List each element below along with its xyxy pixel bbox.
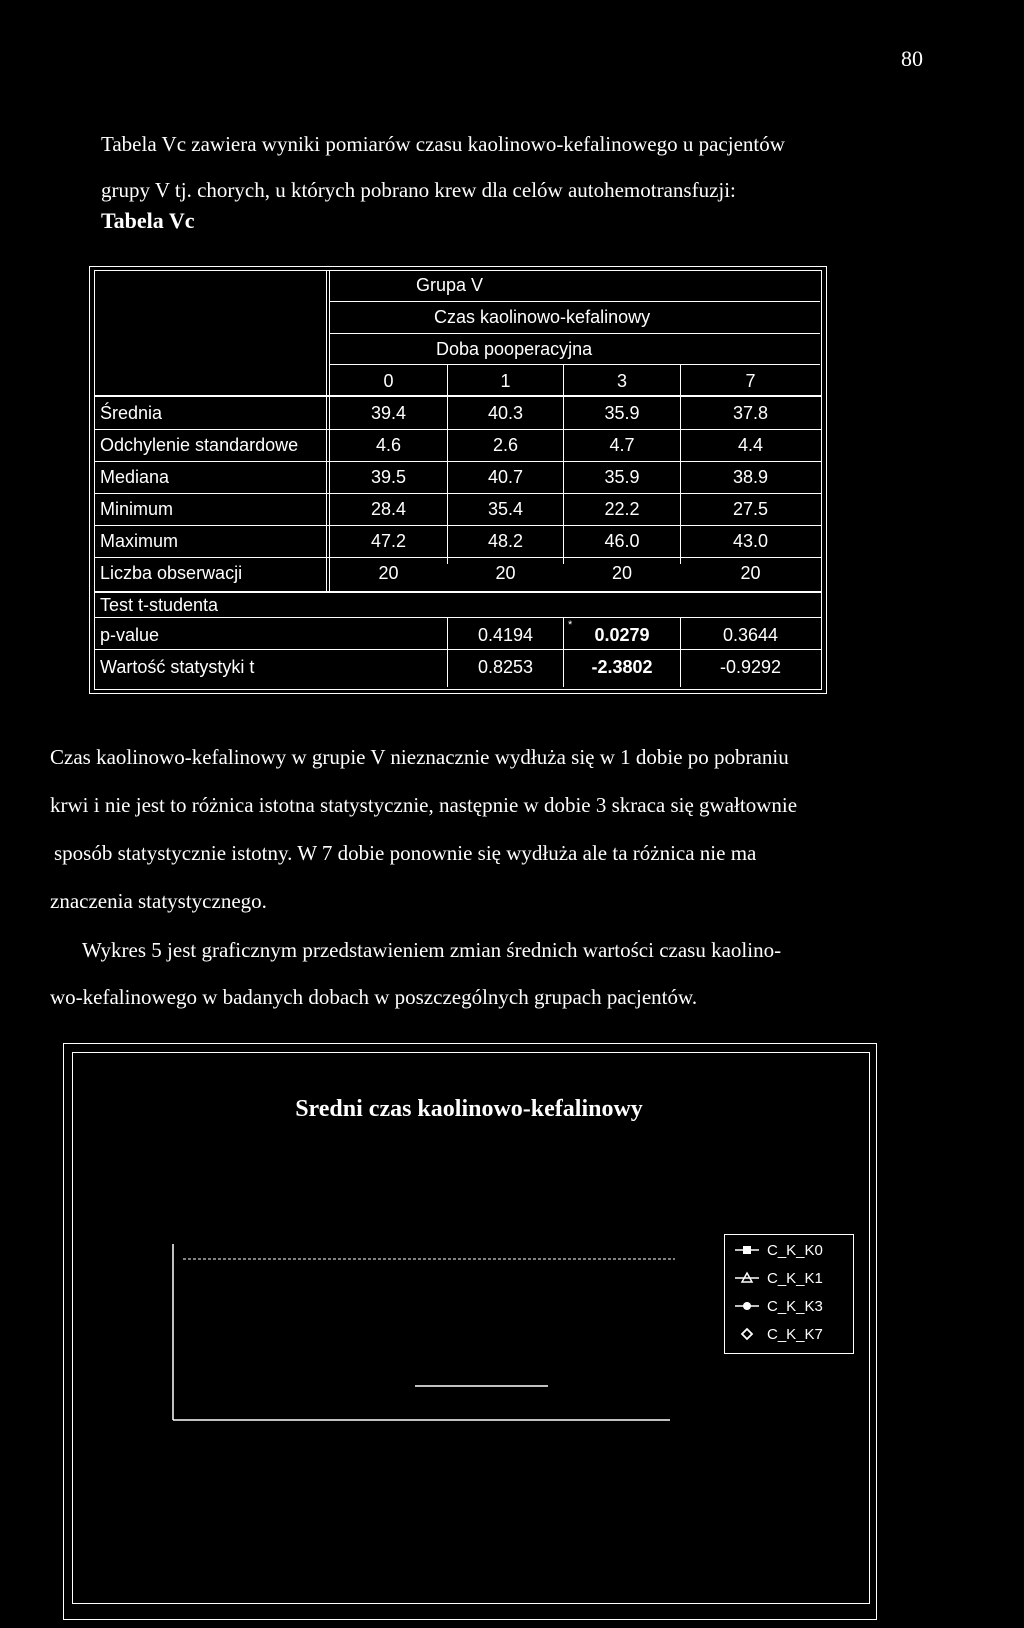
table-title: Tabela Vc [101,208,195,233]
table-cell: 38.9 [732,467,769,487]
paragraph1-line-2: krwi i nie jest to różnica istotna statystycznie, następnie w dobie 3 skraca się gwałtownie [50,793,798,817]
row-label-count: Liczba obserwacji [100,563,243,583]
table-cell: 47.2 [370,531,407,551]
table-cell: 37.8 [732,403,769,423]
row-label-mean: Średnia [100,403,163,423]
row-label-pvalue: p-value [100,625,160,645]
chart-legend [724,1234,854,1354]
legend-item-k1 [733,1266,823,1290]
day-1: 1 [500,371,511,391]
table-cell: 0.3644 [722,625,779,645]
table-cell: 2.6 [492,435,519,455]
legend-label: C_K_K1 [767,1269,823,1287]
table-cell: 43.0 [732,531,769,551]
row-label-median: Mediana [100,467,170,487]
paragraph1-line-4: znaczenia statystycznego. [50,889,267,913]
intro-line-1: Tabela Vc zawiera wyniki pomiarów czasu kaolinowo-kefalinowego u pacjentów [101,132,785,156]
day-3: 3 [616,371,627,391]
paragraph2-line-2: wo-kefalinowego w badanych dobach w poszczególnych grupach pacjentów. [50,985,698,1009]
day-0: 0 [383,371,394,391]
legend-label: C_K_K7 [767,1325,823,1343]
table-cell: 48.2 [487,531,524,551]
day-header: Doba pooperacyjna [436,339,593,359]
paragraph1-line-1: Czas kaolinowo-kefalinowy w grupie V nieznacznie wydłuża się w 1 dobie po pobraniu [50,745,789,769]
table-cell: -2.3802 [591,657,653,677]
row-label-min: Minimum [100,499,174,519]
measure-header: Czas kaolinowo-kefalinowy [434,307,651,327]
group-header: Grupa V [416,275,484,295]
table-cell: 40.3 [487,403,524,423]
day-7: 7 [745,371,756,391]
chart-title: Sredni czas kaolinowo-kefalinowy [295,1096,643,1122]
table-cell: -0.9292 [719,657,782,677]
test-section-label: Test t-studenta [100,595,219,615]
row-label-tstat: Wartość statystyki t [100,657,255,677]
legend-label: C_K_K0 [767,1241,823,1259]
table-cell: 35.9 [604,403,640,423]
row-label-sd: Odchylenie standardowe [100,435,299,455]
table-cell: 0.8253 [477,657,534,677]
table-cell: 39.4 [370,403,407,423]
table-cell: 4.7 [609,435,635,455]
significance-mark: * [568,619,573,631]
intro-line-2: grupy V tj. chorych, u których pobrano krew dla celów autohemotransfuzji: [101,178,736,202]
table-cell: 0.4194 [477,625,534,645]
table-cell: 46.0 [604,531,640,551]
table-cell: 20 [611,563,633,583]
table-cell: 27.5 [732,499,769,519]
table-cell: 0.0279 [594,625,650,645]
page-number: 80 [901,46,923,71]
legend-label: C_K_K3 [767,1297,823,1315]
paragraph1-line-3: sposób statystycznie istotny. W 7 dobie ponownie się wydłuża ale ta różnica nie ma [54,841,757,865]
legend-item-k7 [733,1322,823,1346]
table-cell: 20 [740,563,761,583]
diamond-marker-icon [733,1327,761,1341]
table-cell: 4.6 [375,435,402,455]
paragraph2-line-1: Wykres 5 jest graficznym przedstawieniem zmian średnich wartości czasu kaolino- [82,938,782,962]
row-label-max: Maximum [100,531,179,551]
table-cell: 35.9 [604,467,640,487]
table-cell: 22.2 [604,499,640,519]
table-cell: 4.4 [737,435,764,455]
table-cell: 28.4 [370,499,407,519]
table-cell: 40.7 [487,467,524,487]
legend-item-k3 [733,1294,823,1318]
square-marker-icon [733,1243,761,1257]
table-cell: 20 [378,563,399,583]
table-cell: 39.5 [370,467,407,487]
table-cell: 35.4 [487,499,524,519]
table-cell: 20 [495,563,516,583]
legend-item-k0 [733,1238,823,1262]
triangle-marker-icon [733,1271,761,1285]
circle-marker-icon [733,1299,761,1313]
